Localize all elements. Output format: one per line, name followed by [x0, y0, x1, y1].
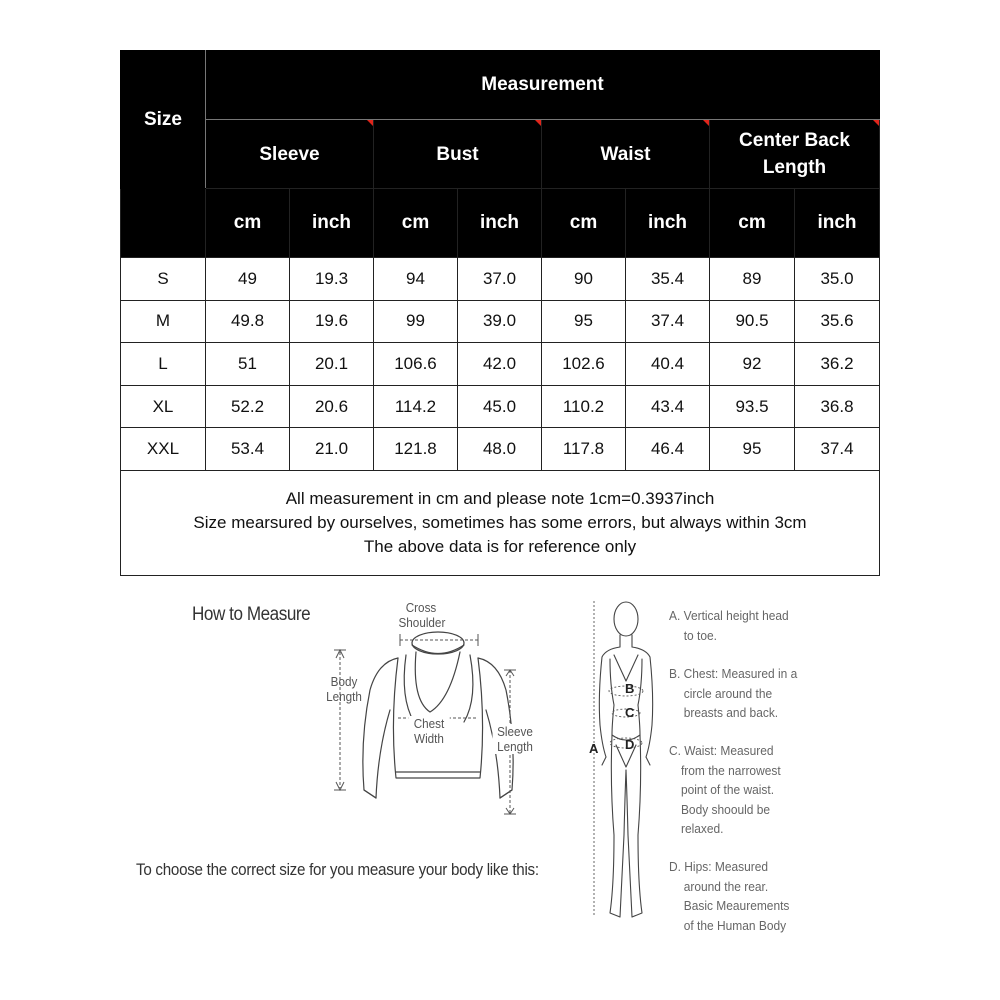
value-cell: 99 — [374, 300, 458, 343]
value-cell: 36.8 — [795, 385, 880, 428]
how-to-measure-title: How to Measure — [192, 604, 311, 625]
value-cell: 121.8 — [374, 428, 458, 471]
note-row — [121, 470, 880, 575]
group-header-bust: Bust — [374, 120, 542, 189]
unit-header: inch — [795, 189, 880, 258]
note-line: Size mearsured by ourselves, sometimes has some errors, but always within 3cm — [193, 512, 807, 532]
table-header — [121, 51, 880, 258]
table-body — [121, 258, 880, 576]
value-cell: 37.4 — [795, 428, 880, 471]
table-row — [121, 428, 880, 471]
human-body-figure-icon — [580, 595, 670, 940]
size-column-header: Size — [121, 51, 206, 189]
value-cell: 36.2 — [795, 343, 880, 386]
value-cell: 43.4 — [626, 385, 710, 428]
choose-size-instruction: To choose the correct size for you measure your body like this: — [136, 861, 539, 879]
cross-shoulder-label: Cross Shoulder — [398, 600, 446, 630]
value-cell: 21.0 — [290, 428, 374, 471]
measurement-notes — [121, 470, 880, 575]
note-line: The above data is for reference only — [363, 536, 637, 556]
unit-header: cm — [374, 189, 458, 258]
value-cell: 35.4 — [626, 258, 710, 301]
unit-header: cm — [710, 189, 795, 258]
figure-letter-d: D — [625, 737, 635, 752]
unit-header: inch — [626, 189, 710, 258]
chest-width-label: Chest Width — [408, 716, 449, 746]
figure-letter-a: A — [589, 741, 599, 756]
value-cell: 35.6 — [795, 300, 880, 343]
body-length-label: Body Length — [326, 674, 362, 704]
value-cell: 117.8 — [542, 428, 626, 471]
description-d: D. Hips: Measured around the rear. Basic Meaurements of the Human Body — [669, 859, 790, 933]
description-a: A. Vertical height head to toe. — [669, 608, 789, 643]
size-cell: L — [121, 343, 206, 386]
value-cell: 92 — [710, 343, 795, 386]
value-cell: 90.5 — [710, 300, 795, 343]
value-cell: 89 — [710, 258, 795, 301]
unit-header: inch — [458, 189, 542, 258]
value-cell: 35.0 — [795, 258, 880, 301]
value-cell: 53.4 — [206, 428, 290, 471]
value-cell: 94 — [374, 258, 458, 301]
value-cell: 19.6 — [290, 300, 374, 343]
value-cell: 37.4 — [626, 300, 710, 343]
size-chart-table — [120, 50, 880, 576]
value-cell: 48.0 — [458, 428, 542, 471]
value-cell: 106.6 — [374, 343, 458, 386]
sweater-diagram-icon — [320, 600, 550, 830]
value-cell: 39.0 — [458, 300, 542, 343]
value-cell: 102.6 — [542, 343, 626, 386]
note-line: All measurement in cm and please note 1cm=0.3937inch — [285, 488, 715, 508]
value-cell: 95 — [710, 428, 795, 471]
measurement-header: Measurement — [206, 51, 880, 120]
unit-header: cm — [206, 189, 290, 258]
value-cell: 42.0 — [458, 343, 542, 386]
size-cell: XXL — [121, 428, 206, 471]
value-cell: 52.2 — [206, 385, 290, 428]
group-header-waist: Waist — [542, 120, 710, 189]
group-header-center-back-length: Center Back Length — [710, 120, 880, 189]
value-cell: 49 — [206, 258, 290, 301]
value-cell: 49.8 — [206, 300, 290, 343]
figure-letter-c: C — [625, 705, 635, 720]
size-header-spacer — [121, 189, 206, 258]
value-cell: 90 — [542, 258, 626, 301]
table-row — [121, 343, 880, 386]
unit-header: cm — [542, 189, 626, 258]
unit-header: inch — [290, 189, 374, 258]
table-row — [121, 300, 880, 343]
value-cell: 95 — [542, 300, 626, 343]
size-cell: M — [121, 300, 206, 343]
table-row — [121, 385, 880, 428]
description-c: C. Waist: Measured from the narrowest point of the waist. Body shoould be relaxed. — [669, 743, 781, 836]
value-cell: 46.4 — [626, 428, 710, 471]
value-cell: 20.1 — [290, 343, 374, 386]
size-cell: S — [121, 258, 206, 301]
description-b: B. Chest: Measured in a circle around the breasts and back. — [669, 666, 798, 720]
figure-letter-b: B — [625, 681, 635, 696]
value-cell: 45.0 — [458, 385, 542, 428]
table-row — [121, 258, 880, 301]
sleeve-length-label: Sleeve Length — [493, 724, 538, 754]
value-cell: 110.2 — [542, 385, 626, 428]
size-cell: XL — [121, 385, 206, 428]
value-cell: 20.6 — [290, 385, 374, 428]
value-cell: 40.4 — [626, 343, 710, 386]
value-cell: 93.5 — [710, 385, 795, 428]
group-header-sleeve: Sleeve — [206, 120, 374, 189]
value-cell: 114.2 — [374, 385, 458, 428]
value-cell: 19.3 — [290, 258, 374, 301]
value-cell: 51 — [206, 343, 290, 386]
value-cell: 37.0 — [458, 258, 542, 301]
